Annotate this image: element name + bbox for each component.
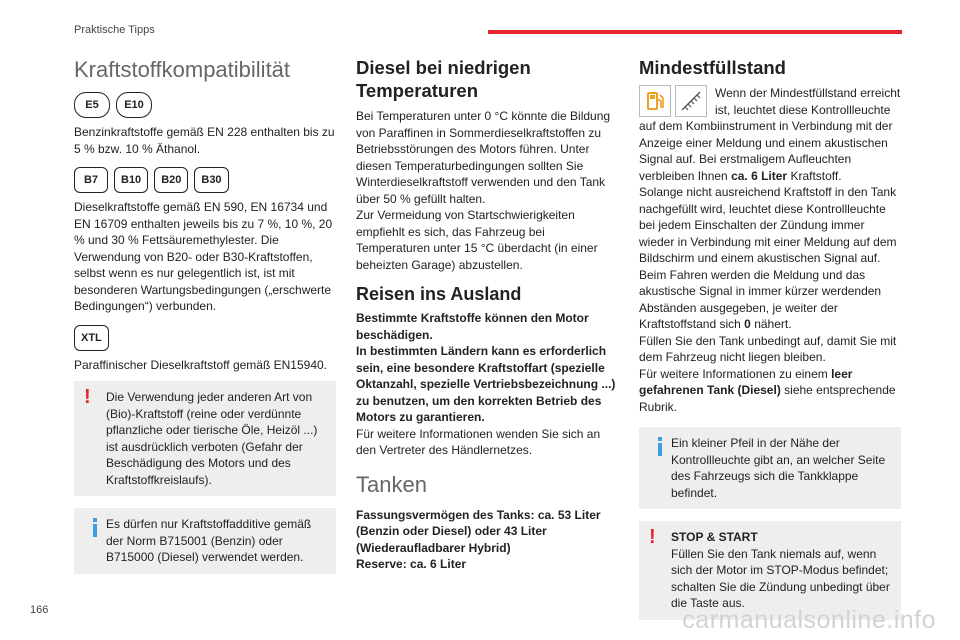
exclamation-icon: !	[649, 526, 656, 548]
diesel-text: Dieselkraftstoffe gemäß EN 590, EN 16734 und EN 16709 enthalten jeweils bis zu 7 %, 10 %, 20 % und 30 % Fettsäuremethylester. Die Verwendung von B20- oder B30-Kraftstoffen, selbst wenn es nur gelegentlich ist, ist mit besonderen Wartungsbedingungen („erschwerte Bedingungen“) verbunden.	[74, 200, 333, 313]
column-minimum-level	[639, 54, 901, 626]
fuel-level-gauge-icon	[675, 85, 707, 117]
heading-fuel-compatibility: Kraftstoffkompatibilität	[74, 57, 291, 82]
warning-note-stop-start	[639, 521, 901, 620]
abroad-bold-text-2: In bestimmten Ländern kann es erforderlich sein, eine besondere Kraftstoffart (spezielle Oktanzahl, spezielle Vertriebsbezeichnung ...) zu benutzen, um den korrekten Betrieb des Motors zu garantieren.	[356, 344, 616, 424]
warning-text: Die Verwendung jeder anderen Art von (Bio)-Kraftstoff (reine oder verdünnte pflanzliche oder tierische Öle, Heizöl ...) ist ausdrücklich verboten (Gefahr der Beschädigung des Motors und des Kraftstoffkreislaufs).	[106, 390, 318, 487]
section-header: Praktische Tipps	[74, 24, 155, 36]
heading-travel-abroad: Reisen ins Ausland	[356, 284, 522, 304]
badge-b10: B10	[114, 167, 148, 193]
petrol-badges	[74, 92, 336, 118]
badge-b20: B20	[154, 167, 188, 193]
diesel-badges	[74, 167, 336, 193]
tank-capacity-text: Fassungsvermögen des Tanks: ca. 53 Liter (Benzin oder Diesel) oder 43 Liter (Wiederaufladbarer Hybrid)	[356, 507, 601, 555]
stop-start-title: STOP & START	[671, 530, 758, 544]
badge-b7: B7	[74, 167, 108, 193]
abroad-bold-text: Bestimmte Kraftstoffe können den Motor beschädigen.	[356, 311, 589, 342]
column-diesel-travel-refuel	[356, 54, 618, 573]
reserve-text: Reserve: ca. 6 Liter	[356, 557, 467, 571]
abroad-text: Für weitere Informationen wenden Sie sich an den Vertreter des Händlernetzes.	[356, 426, 601, 457]
info-fuel-flap-text: Ein kleiner Pfeil in der Nähe der Kontrollleuchte gibt an, an welcher Seite des Fahrzeugs sich die Tankklappe befindet.	[671, 436, 886, 500]
warning-note-fuels	[74, 381, 336, 496]
min-level-text-3: Füllen Sie den Tank unbedingt auf, damit Sie mit dem Fahrzeug nicht liegen bleiben.	[639, 333, 897, 364]
info-icon	[84, 516, 106, 566]
info-note-fuel-flap	[639, 427, 901, 509]
min-level-text-2: Solange nicht ausreichend Kraftstoff in den Tank nachgefüllt wird, leuchtet diese Kontrollleuchte bei jedem Einschalten der Zündung immer wieder in Verbindung mit einer Meldung auf dem Bildschirm und einem akustischen Signal auf. Beim Fahren werden die Meldung und das akustische Signal in immer kürzer werdenden Abständen ausgegeben, je weiter der Kraftstoffstand sich 0 nähert.	[639, 185, 897, 331]
header-accent-bar	[488, 30, 902, 34]
heading-minimum-level: Mindestfüllstand	[639, 57, 786, 78]
diesel-low-temp-text-2: Zur Vermeidung von Startschwierigkeiten empfiehlt es sich, das Fahrzeug bei Temperaturen unter 15 °C überdacht (in einer beheizten Garage) abzustellen.	[356, 208, 598, 272]
watermark: carmanualsonline.info	[682, 606, 936, 634]
min-level-text-1: Wenn der Mindestfüllstand erreicht ist, leuchtet diese Kontrollleuchte auf dem Kombiinstrument in Verbindung mit der Anzeige einer Meldung und einem akustischen Signal auf. Bei erstmaligem Aufleuchten verbleiben Ihnen ca. 6 Liter Kraftstoff.	[639, 86, 901, 183]
info-text: Es dürfen nur Kraftstoffadditive gemäß der Norm B715001 (Benzin) oder B715000 (Diesel) verwendet werden.	[106, 517, 312, 564]
xtl-badges	[74, 325, 336, 351]
petrol-text: Benzinkraftstoffe gemäß EN 228 enthalten bis zu 5 % bzw. 10 % Äthanol.	[74, 125, 335, 156]
stop-start-text: Füllen Sie den Tank niemals auf, wenn sich der Motor im STOP-Modus befindet; schalten Sie die Zündung unbedingt über die Taste aus.	[671, 546, 890, 610]
badge-e10: E10	[116, 92, 152, 118]
heading-refuel: Tanken	[356, 471, 427, 497]
info-note-additives	[74, 508, 336, 574]
exclamation-icon: !	[84, 386, 91, 408]
badge-xtl: XTL	[74, 325, 109, 351]
heading-diesel-low-temp: Diesel bei niedrigen Temperaturen	[356, 57, 531, 101]
info-icon	[649, 435, 671, 501]
column-fuel-compatibility	[74, 54, 336, 580]
min-level-text-4: Für weitere Informationen zu einem leer gefahrenen Tank (Diesel) siehe entsprechende Rubrik.	[639, 366, 896, 414]
xtl-text: Paraffinischer Dieselkraftstoff gemäß EN15940.	[74, 357, 328, 372]
warning-lamps	[639, 85, 711, 117]
badge-b30: B30	[194, 167, 228, 193]
fuel-pump-warning-icon	[639, 85, 671, 117]
page-number: 166	[30, 604, 49, 616]
diesel-low-temp-text: Bei Temperaturen unter 0 °C könnte die Bildung von Paraffinen in Sommerdieselkraftstoffen zu Betriebsstörungen des Motors führen. Unter diesen Temperaturbedingungen sollten Sie Winterdieselkraftstoff verwenden und den Tank über 50 % gefüllt halten.	[356, 109, 611, 206]
badge-e5: E5	[74, 92, 110, 118]
